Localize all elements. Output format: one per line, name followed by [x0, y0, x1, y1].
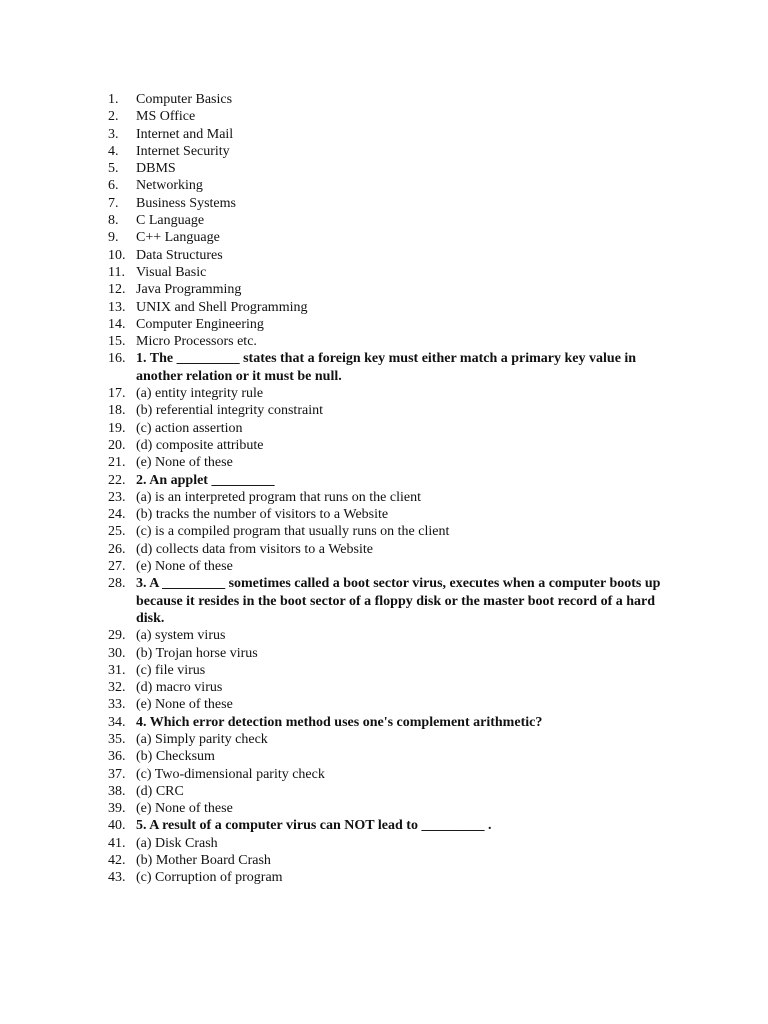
list-item — [108, 299, 680, 316]
list-item-text: Internet and Mail — [136, 126, 234, 142]
list-item — [108, 852, 680, 869]
list-item — [108, 177, 680, 194]
list-item-number: 36. — [108, 749, 126, 765]
list-item — [108, 748, 680, 765]
list-item-text: (c) action assertion — [136, 420, 243, 436]
list-item-number: 2. — [108, 109, 119, 125]
list-item — [108, 783, 680, 800]
list-item-number: 28. — [108, 576, 126, 592]
list-item-text: (b) Checksum — [136, 749, 215, 765]
list-item — [108, 126, 680, 143]
list-item — [108, 800, 680, 817]
list-item-text: DBMS — [136, 161, 176, 177]
list-item-number: 8. — [108, 213, 119, 229]
list-item-number: 39. — [108, 801, 126, 817]
list-item — [108, 679, 680, 696]
list-item-text: UNIX and Shell Programming — [136, 299, 308, 315]
list-item — [108, 108, 680, 125]
list-item-number: 22. — [108, 472, 126, 488]
question-item — [108, 472, 680, 489]
list-item-number: 16. — [108, 351, 126, 367]
list-item-number: 24. — [108, 507, 126, 523]
list-item-number: 34. — [108, 714, 126, 730]
list-item — [108, 523, 680, 540]
list-item-number: 3. — [108, 126, 119, 142]
list-item — [108, 506, 680, 523]
list-item — [108, 143, 680, 160]
list-item-text: (a) Disk Crash — [136, 835, 218, 851]
list-item-number: 42. — [108, 853, 126, 869]
list-item-number: 31. — [108, 662, 126, 678]
list-item-text: MS Office — [136, 109, 196, 125]
list-item — [108, 437, 680, 454]
list-item-number: 14. — [108, 316, 126, 332]
list-item-number: 25. — [108, 524, 126, 540]
list-item — [108, 385, 680, 402]
list-item-text: 5. A result of a computer virus can NOT lead to _________ . — [136, 818, 492, 834]
list-item-text: (a) entity integrity rule — [136, 386, 264, 402]
list-item-text: (b) tracks the number of visitors to a Website — [136, 507, 389, 523]
list-item — [108, 541, 680, 558]
list-item — [108, 247, 680, 264]
list-item-number: 1. — [108, 92, 119, 107]
list-item-number: 13. — [108, 299, 126, 315]
list-item-number: 37. — [108, 766, 126, 782]
list-item-number: 4. — [108, 143, 119, 159]
list-item-text: (a) is an interpreted program that runs on the client — [136, 489, 421, 505]
question-item — [108, 350, 680, 385]
list-item-text: (b) Trojan horse virus — [136, 645, 258, 661]
list-item-number: 12. — [108, 282, 126, 298]
list-item-text: Computer Basics — [136, 92, 233, 107]
list-item-text: (d) macro virus — [136, 680, 223, 696]
list-item-text: (e) None of these — [136, 801, 233, 817]
list-item-number: 9. — [108, 230, 119, 246]
list-item-number: 30. — [108, 645, 126, 661]
list-item-number: 11. — [108, 264, 125, 280]
list-item — [108, 489, 680, 506]
list-item-text: C++ Language — [136, 230, 220, 246]
list-item-number: 27. — [108, 559, 126, 575]
list-item-number: 26. — [108, 541, 126, 557]
list-item-text: 3. A _________ sometimes called a boot sector virus, executes when a computer boots up because it resides in the boot sector of a floppy disk or the master boot record of a hard disk. — [136, 576, 661, 626]
list-item — [108, 558, 680, 575]
list-item — [108, 662, 680, 679]
list-item — [108, 766, 680, 783]
list-item-number: 41. — [108, 835, 126, 851]
list-item-text: (d) composite attribute — [136, 437, 264, 453]
list-item — [108, 229, 680, 246]
list-item — [108, 316, 680, 333]
list-item — [108, 696, 680, 713]
list-item — [108, 264, 680, 281]
question-item — [108, 575, 680, 627]
list-item-text: C Language — [136, 213, 205, 229]
list-item-number: 18. — [108, 403, 126, 419]
list-item — [108, 212, 680, 229]
list-item-number: 32. — [108, 680, 126, 696]
list-item-text: (a) system virus — [136, 628, 226, 644]
question-item — [108, 714, 680, 731]
list-item-text: 2. An applet _________ — [136, 472, 275, 488]
list-item-text: 1. The _________ states that a foreign key must either match a primary key value in another relation or it must be null. — [136, 351, 637, 384]
list-item-text: (e) None of these — [136, 559, 233, 575]
list-item-text: (b) referential integrity constraint — [136, 403, 323, 419]
list-item-text: Micro Processors etc. — [136, 334, 257, 350]
list-item — [108, 869, 680, 886]
list-item — [108, 333, 680, 350]
list-item-text: Networking — [136, 178, 203, 194]
list-item-text: Business Systems — [136, 195, 236, 211]
list-item-number: 10. — [108, 247, 126, 263]
list-item-number: 6. — [108, 178, 119, 194]
list-item-number: 20. — [108, 437, 126, 453]
list-item-text: (d) CRC — [136, 783, 184, 799]
list-item-number: 7. — [108, 195, 119, 211]
list-item-text: 4. Which error detection method uses one's complement arithmetic? — [136, 714, 543, 730]
list-item — [108, 91, 680, 108]
list-item-text: (c) Two-dimensional parity check — [136, 766, 325, 782]
list-item — [108, 420, 680, 437]
list-item-number: 5. — [108, 161, 119, 177]
list-item-text: Internet Security — [136, 143, 230, 159]
list-item-number: 43. — [108, 870, 126, 886]
list-item — [108, 645, 680, 662]
list-item-text: Visual Basic — [136, 264, 207, 280]
list-item-number: 29. — [108, 628, 126, 644]
list-item-text: Java Programming — [136, 282, 242, 298]
list-item — [108, 835, 680, 852]
list-item — [108, 281, 680, 298]
list-item-number: 33. — [108, 697, 126, 713]
list-item — [108, 731, 680, 748]
list-item-text: (c) file virus — [136, 662, 206, 678]
list-item — [108, 195, 680, 212]
list-item-text: (b) Mother Board Crash — [136, 853, 271, 869]
question-item — [108, 817, 680, 834]
list-item-number: 23. — [108, 489, 126, 505]
list-item — [108, 160, 680, 177]
list-item — [108, 402, 680, 419]
list-item-number: 15. — [108, 334, 126, 350]
list-item — [108, 627, 680, 644]
list-item-number: 17. — [108, 386, 126, 402]
list-item-text: (a) Simply parity check — [136, 731, 268, 747]
list-item-number: 40. — [108, 818, 126, 834]
list-item-text: (c) is a compiled program that usually runs on the client — [136, 524, 450, 540]
list-item-text: (e) None of these — [136, 697, 233, 713]
list-item-text: (d) collects data from visitors to a Website — [136, 541, 373, 557]
list-item-text: Computer Engineering — [136, 316, 264, 332]
list-item-number: 38. — [108, 783, 126, 799]
numbered-list — [108, 91, 680, 887]
list-item-number: 19. — [108, 420, 126, 436]
list-item-text: Data Structures — [136, 247, 223, 263]
list-item-number: 21. — [108, 455, 126, 471]
list-item-text: (c) Corruption of program — [136, 870, 283, 886]
list-item-text: (e) None of these — [136, 455, 233, 471]
list-item — [108, 454, 680, 471]
list-item-number: 35. — [108, 731, 126, 747]
